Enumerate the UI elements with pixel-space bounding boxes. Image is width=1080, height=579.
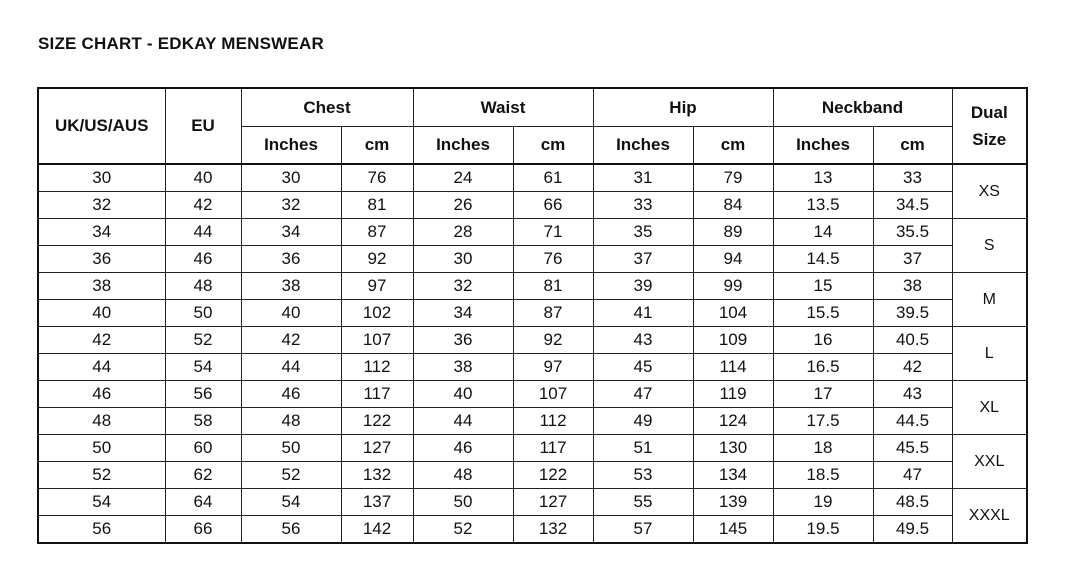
cell-eu: 54 [165,354,241,381]
cell-neckband-inches: 13.5 [773,192,873,219]
cell-neckband-inches: 14 [773,219,873,246]
cell-waist-cm: 87 [513,300,593,327]
cell-waist-inches: 38 [413,354,513,381]
subheader-chest-cm: cm [341,127,413,165]
cell-chest-inches: 48 [241,408,341,435]
cell-neckband-inches: 15.5 [773,300,873,327]
cell-hip-cm: 139 [693,489,773,516]
cell-chest-inches: 30 [241,164,341,192]
cell-waist-inches: 26 [413,192,513,219]
cell-neckband-cm: 47 [873,462,952,489]
header-dual-line1: Dual [970,103,1008,122]
cell-eu: 52 [165,327,241,354]
cell-uk: 44 [38,354,165,381]
cell-waist-inches: 48 [413,462,513,489]
cell-waist-cm: 107 [513,381,593,408]
cell-neckband-inches: 16 [773,327,873,354]
cell-neckband-cm: 40.5 [873,327,952,354]
cell-waist-cm: 71 [513,219,593,246]
cell-chest-inches: 34 [241,219,341,246]
cell-eu: 46 [165,246,241,273]
cell-chest-cm: 132 [341,462,413,489]
cell-chest-cm: 102 [341,300,413,327]
cell-neckband-cm: 48.5 [873,489,952,516]
cell-uk: 38 [38,273,165,300]
cell-eu: 50 [165,300,241,327]
cell-dual-size: XS [952,164,1027,219]
table-row [38,219,1027,246]
cell-chest-inches: 52 [241,462,341,489]
cell-waist-inches: 46 [413,435,513,462]
cell-uk: 56 [38,516,165,544]
header-neckband: Neckband [773,88,952,127]
cell-chest-cm: 112 [341,354,413,381]
cell-chest-inches: 44 [241,354,341,381]
cell-waist-cm: 61 [513,164,593,192]
table-row [38,435,1027,462]
cell-hip-inches: 51 [593,435,693,462]
table-row [38,354,1027,381]
table-row [38,327,1027,354]
cell-chest-inches: 36 [241,246,341,273]
cell-uk: 54 [38,489,165,516]
cell-uk: 50 [38,435,165,462]
cell-chest-inches: 32 [241,192,341,219]
cell-uk: 46 [38,381,165,408]
cell-hip-inches: 33 [593,192,693,219]
header-chest: Chest [241,88,413,127]
cell-waist-inches: 52 [413,516,513,544]
cell-neckband-inches: 14.5 [773,246,873,273]
subheader-hip-inches: Inches [593,127,693,165]
cell-neckband-inches: 18.5 [773,462,873,489]
cell-hip-cm: 99 [693,273,773,300]
cell-waist-cm: 66 [513,192,593,219]
cell-uk: 42 [38,327,165,354]
table-row [38,462,1027,489]
cell-neckband-cm: 33 [873,164,952,192]
cell-uk: 32 [38,192,165,219]
cell-chest-inches: 50 [241,435,341,462]
table-row [38,489,1027,516]
cell-neckband-inches: 19.5 [773,516,873,544]
header-dual-size [952,88,1027,164]
cell-waist-inches: 30 [413,246,513,273]
cell-neckband-cm: 45.5 [873,435,952,462]
cell-chest-cm: 92 [341,246,413,273]
cell-uk: 48 [38,408,165,435]
cell-hip-cm: 134 [693,462,773,489]
cell-dual-size: S [952,219,1027,273]
cell-hip-inches: 49 [593,408,693,435]
cell-dual-size: L [952,327,1027,381]
cell-waist-inches: 32 [413,273,513,300]
cell-dual-size: M [952,273,1027,327]
cell-hip-inches: 55 [593,489,693,516]
cell-chest-cm: 81 [341,192,413,219]
cell-neckband-cm: 42 [873,354,952,381]
cell-hip-cm: 89 [693,219,773,246]
table-row [38,516,1027,544]
table-row [38,408,1027,435]
cell-chest-cm: 142 [341,516,413,544]
cell-chest-cm: 97 [341,273,413,300]
cell-chest-cm: 117 [341,381,413,408]
cell-hip-cm: 84 [693,192,773,219]
cell-eu: 66 [165,516,241,544]
cell-neckband-cm: 44.5 [873,408,952,435]
subheader-chest-inches: Inches [241,127,341,165]
cell-hip-inches: 41 [593,300,693,327]
cell-waist-cm: 92 [513,327,593,354]
cell-eu: 44 [165,219,241,246]
table-row [38,381,1027,408]
cell-waist-cm: 122 [513,462,593,489]
cell-hip-inches: 43 [593,327,693,354]
cell-eu: 48 [165,273,241,300]
cell-eu: 64 [165,489,241,516]
table-row [38,273,1027,300]
cell-waist-inches: 28 [413,219,513,246]
cell-neckband-inches: 16.5 [773,354,873,381]
cell-chest-inches: 38 [241,273,341,300]
cell-hip-cm: 114 [693,354,773,381]
cell-waist-cm: 132 [513,516,593,544]
cell-eu: 40 [165,164,241,192]
cell-hip-cm: 130 [693,435,773,462]
cell-hip-cm: 119 [693,381,773,408]
cell-waist-cm: 112 [513,408,593,435]
cell-uk: 36 [38,246,165,273]
cell-dual-size: XL [952,381,1027,435]
page-title: SIZE CHART - EDKAY MENSWEAR [38,34,324,53]
table-row [38,300,1027,327]
cell-waist-cm: 76 [513,246,593,273]
cell-uk: 30 [38,164,165,192]
cell-neckband-cm: 34.5 [873,192,952,219]
cell-chest-cm: 87 [341,219,413,246]
header-dual-line2: Size [972,130,1007,149]
cell-neckband-inches: 19 [773,489,873,516]
header-waist: Waist [413,88,593,127]
cell-neckband-cm: 43 [873,381,952,408]
table-row [38,192,1027,219]
cell-uk: 34 [38,219,165,246]
cell-neckband-cm: 39.5 [873,300,952,327]
cell-neckband-inches: 17.5 [773,408,873,435]
cell-waist-inches: 24 [413,164,513,192]
cell-chest-cm: 76 [341,164,413,192]
cell-hip-inches: 53 [593,462,693,489]
cell-chest-inches: 56 [241,516,341,544]
table-row [38,246,1027,273]
cell-chest-inches: 54 [241,489,341,516]
cell-chest-cm: 107 [341,327,413,354]
table-row [38,164,1027,192]
subheader-waist-inches: Inches [413,127,513,165]
cell-hip-cm: 79 [693,164,773,192]
cell-neckband-inches: 17 [773,381,873,408]
cell-hip-cm: 94 [693,246,773,273]
subheader-neckband-cm: cm [873,127,952,165]
cell-waist-inches: 40 [413,381,513,408]
cell-uk: 40 [38,300,165,327]
cell-uk: 52 [38,462,165,489]
cell-neckband-cm: 37 [873,246,952,273]
cell-hip-inches: 31 [593,164,693,192]
cell-hip-inches: 45 [593,354,693,381]
cell-eu: 60 [165,435,241,462]
cell-waist-cm: 117 [513,435,593,462]
cell-chest-inches: 40 [241,300,341,327]
cell-neckband-cm: 35.5 [873,219,952,246]
cell-eu: 58 [165,408,241,435]
cell-hip-inches: 37 [593,246,693,273]
cell-hip-cm: 124 [693,408,773,435]
cell-waist-cm: 81 [513,273,593,300]
cell-waist-inches: 34 [413,300,513,327]
cell-chest-inches: 42 [241,327,341,354]
cell-hip-inches: 35 [593,219,693,246]
cell-hip-inches: 39 [593,273,693,300]
header-eu: EU [165,88,241,164]
cell-hip-cm: 109 [693,327,773,354]
cell-eu: 62 [165,462,241,489]
cell-chest-cm: 137 [341,489,413,516]
cell-eu: 56 [165,381,241,408]
cell-waist-inches: 44 [413,408,513,435]
cell-neckband-inches: 13 [773,164,873,192]
cell-waist-cm: 97 [513,354,593,381]
cell-hip-inches: 57 [593,516,693,544]
header-uk-us-aus: UK/US/AUS [38,88,165,164]
header-hip: Hip [593,88,773,127]
cell-neckband-cm: 38 [873,273,952,300]
cell-chest-cm: 127 [341,435,413,462]
cell-waist-cm: 127 [513,489,593,516]
cell-hip-cm: 145 [693,516,773,544]
cell-dual-size: XXL [952,435,1027,489]
cell-neckband-cm: 49.5 [873,516,952,544]
cell-neckband-inches: 15 [773,273,873,300]
cell-hip-inches: 47 [593,381,693,408]
cell-hip-cm: 104 [693,300,773,327]
size-chart-body [38,164,1027,543]
cell-waist-inches: 50 [413,489,513,516]
cell-neckband-inches: 18 [773,435,873,462]
subheader-waist-cm: cm [513,127,593,165]
size-chart-table [37,87,1028,544]
cell-chest-inches: 46 [241,381,341,408]
subheader-hip-cm: cm [693,127,773,165]
cell-dual-size: XXXL [952,489,1027,544]
subheader-neckband-inches: Inches [773,127,873,165]
cell-waist-inches: 36 [413,327,513,354]
cell-eu: 42 [165,192,241,219]
cell-chest-cm: 122 [341,408,413,435]
